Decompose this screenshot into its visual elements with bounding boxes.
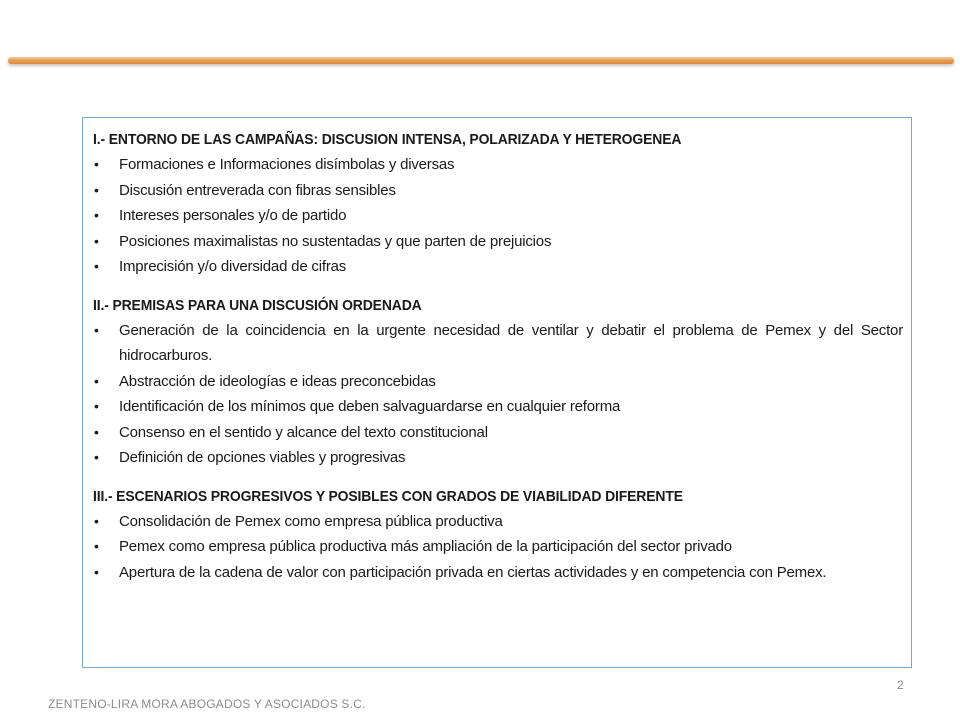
bullet-icon: • [94,207,99,223]
item-text: Intereses personales y/o de partido [119,207,347,224]
bullet-list [93,318,903,471]
bullet-icon: • [94,181,99,198]
list-item [93,254,903,280]
bullet-icon: • [94,398,99,414]
item-text: Posiciones maximalistas no sustentadas y que parten de prejuicios [119,232,552,250]
list-item [93,445,903,471]
list-item [93,534,903,560]
item-text: Pemex como empresa pública productiva más ampliación de la participación del sector privado [119,538,732,555]
bullet-list [93,509,903,586]
list-item [93,229,903,255]
bullet-icon: • [94,538,99,554]
bullet-list [93,152,903,280]
item-text: Definición de opciones viables y progresivas [119,449,406,466]
bullet-icon: • [94,512,99,529]
section-escenarios [93,484,903,586]
list-item [93,369,903,395]
list-item [93,509,903,535]
bullet-icon: • [94,321,99,338]
item-text: Formaciones e Informaciones disímbolas y diversas [119,156,455,173]
bullet-icon: • [94,232,99,249]
section-heading: II.- PREMISAS PARA UNA DISCUSIÓN ORDENADA [93,296,422,314]
item-text: Consenso en el sentido y alcance del texto constitucional [119,423,488,441]
list-item [93,420,903,446]
bullet-icon: • [94,156,99,172]
item-text: Generación de la coincidencia en la urgente necesidad de ventilar y debatir el problema de Pemex y del Sector hidrocarburos. [119,321,903,364]
bullet-icon: • [94,563,99,580]
bullet-icon: • [94,372,99,389]
top-accent-bar [8,57,954,64]
footer-company-name: ZENTENO-LIRA MORA ABOGADOS Y ASOCIADOS S.C. [48,697,366,711]
item-text: Discusión entreverada con fibras sensibles [119,181,396,199]
bullet-icon: • [94,449,99,465]
bullet-icon: • [94,258,99,274]
bullet-icon: • [94,423,99,440]
item-text: Imprecisión y/o diversidad de cifras [119,258,347,275]
section-entorno [93,127,903,280]
list-item [93,394,903,420]
list-item [93,560,903,586]
page-number: 2 [897,678,904,692]
section-heading: III.- ESCENARIOS PROGRESIVOS Y POSIBLES CON GRADOS DE VIABILIDAD DIFERENTE [93,487,683,505]
item-text: Apertura de la cadena de valor con participación privada en ciertas actividades y en competencia con Pemex. [119,563,827,581]
item-text: Consolidación de Pemex como empresa pública productiva [119,512,503,530]
list-item [93,203,903,229]
item-text: Abstracción de ideologías e ideas preconcebidas [119,372,436,390]
list-item [93,178,903,204]
list-item [93,318,903,369]
content-box [82,117,912,668]
item-text: Identificación de los mínimos que deben salvaguardarse en cualquier reforma [119,398,621,415]
section-heading: I.- ENTORNO DE LAS CAMPAÑAS: DISCUSION INTENSA, POLARIZADA Y HETEROGENEA [93,131,682,148]
list-item [93,152,903,178]
section-premisas [93,293,903,471]
